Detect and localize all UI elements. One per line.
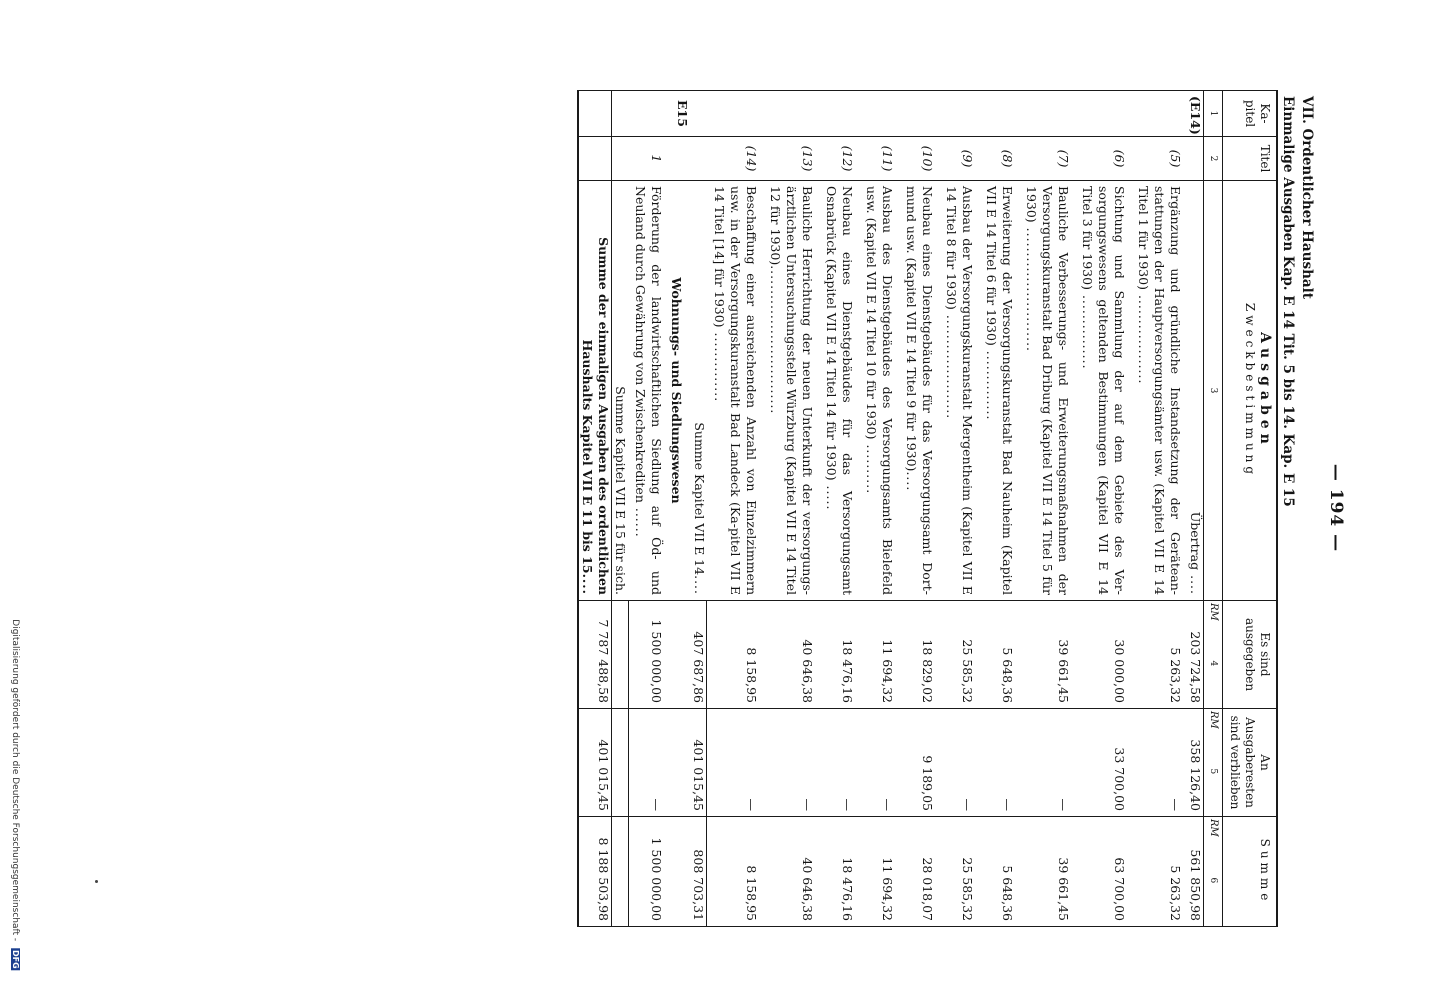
column-number [1204,709,1223,817]
row-dots: .............................. [768,265,783,415]
table-row [1019,91,1075,927]
table-row-section-e15 [669,91,691,927]
header-ausgabereste: An Ausgaberesten sind verblieben [1223,709,1278,817]
cell-reste: 9 189,05 [899,709,939,817]
cell-ausgegeben: 25 585,32 [939,601,979,709]
cell-titel [612,137,629,181]
cell-ausgegeben [612,601,629,709]
table-row-sum-e14 [691,91,708,927]
cell-ausgegeben: 30 000,00 [1075,601,1131,709]
row-text: Bauliche Verbesserungs- und Erweiterungsmaßnahmen der Versorgungskuranstalt Bad Driburg (Kapitel VII E 14 Titel 5 für 1930) [1024,186,1071,595]
row-text: Neubau eines Dienstgebäudes für das Versorgungsamt Osnabrück (Kapitel VII E 14 Titel 14 für 1930) [824,186,855,595]
currency-label: RM [1208,819,1219,837]
column-number [1204,601,1223,709]
table-row [979,91,1019,927]
cell-titel: (5) [1131,137,1187,181]
row-text: Sichtung und Sammlung der auf dem Gebiete des Ver-sorgungswesens geltenden Bestimmungen (Kapitel VII E 14 Titel 3 für 1930) [1080,186,1127,595]
row-text: Beschaffung einer ausreichenden Anzahl von Einzelzimmern usw. in der Versorgungskuranstalt Bad Landeck (Ka-pitel VII E 14 Titel [14] für 1930) [712,186,759,595]
cell-titel: (11) [859,137,899,181]
cell-ausgegeben: 11 694,32 [859,601,899,709]
row-text: Übertrag [1188,511,1203,571]
cell-kapitel [1075,91,1131,137]
cell-reste: — [939,709,979,817]
cell-zweck [1131,181,1187,601]
cell-zweck [691,181,708,601]
row-dots: ......................... [1024,222,1039,353]
row-text: Bauliche Herrichtung der neuen Unterkunft der versorgungs-ärztlichen Untersuchungsstelle Würzburg (Kapitel VII E 14 Titel 12 für 1930) [768,186,815,595]
cell-summe: 63 700,00 [1075,817,1131,927]
cell-reste: 358 126,40 [1187,709,1204,817]
row-text: Förderung der landwirtschaftlichen Siedlung auf Öd- und Neuland durch Gewährung von Zwischenkrediten [633,186,665,595]
cell-reste: 401 015,45 [691,709,708,817]
cell-summe: 11 694,32 [859,817,899,927]
cell-zweck [1019,181,1075,601]
currency-label: RM [1208,603,1219,621]
header-titel: Titel [1223,137,1278,181]
cell-ausgegeben: 18 476,16 [819,601,859,709]
column-number-row [1204,91,1223,927]
table-row-grand-total [579,91,613,927]
cell-summe: 39 661,45 [1019,817,1075,927]
cell-kapitel [1019,91,1075,137]
cell-kapitel [629,91,669,137]
table-header-row [1223,91,1278,927]
document-title [1278,96,1316,507]
cell-zweck [707,181,763,601]
scan-speck [95,880,98,883]
cell-reste: — [629,709,669,817]
table-row [707,91,763,927]
cell-zweck [1075,181,1131,601]
cell-summe: 808 703,31 [691,817,708,927]
table-row [763,91,819,927]
scanned-page [80,68,1360,948]
table-row [859,91,899,927]
cell-kapitel [612,91,629,137]
cell-titel [579,137,613,181]
column-number: 2 [1204,137,1223,181]
cell-kapitel [763,91,819,137]
table-row [1075,91,1131,927]
cell-reste: — [979,709,1019,817]
cell-zweck [819,181,859,601]
row-text: Summe Kapitel VII E 14 [692,422,707,576]
cell-titel [669,137,691,181]
cell-kapitel [1131,91,1187,137]
row-text: Erweiterung der Versorgungskuranstalt Bad Nauheim (Kapitel VII E 14 Titel 6 für 1930) [984,186,1015,595]
cell-reste [669,709,691,817]
cell-ausgegeben [669,601,691,709]
cell-kapitel: E15 [669,91,691,137]
cell-kapitel [579,91,613,137]
cell-kapitel [859,91,899,137]
cell-titel: 1 [629,137,669,181]
title-line-1: VII. Ordentlicher Haushalt [1299,96,1315,299]
cell-titel [1187,137,1204,181]
cell-zweck [899,181,939,601]
row-text: Ergänzung und gründliche Instandsetzung der Gerätean-stattungen der Hauptversorgungsämter usw. (Kapitel VII E 14 Titel 1 für 1930) [1136,186,1183,595]
cell-titel: (12) [819,137,859,181]
cell-reste: 401 015,45 [579,709,613,817]
cell-kapitel: (E14) [1187,91,1204,137]
cell-ausgegeben: 1 500 000,00 [629,601,669,709]
title-line-2: Einmalige Ausgaben Kap. E 14 Tit. 5 bis 14. Kap. E 15 [1280,96,1296,507]
cell-reste: — [1019,709,1075,817]
column-number [1204,817,1223,927]
table-row [1131,91,1187,927]
cell-summe: 8 158,95 [707,817,763,927]
row-dots: ............... [1080,289,1095,370]
cell-summe: 28 018,07 [899,817,939,927]
dfg-logo: DFG [11,950,20,969]
cell-titel: (8) [979,137,1019,181]
row-dots: .................. [1136,289,1151,385]
header-zweckbestimmung: Zweckbestimmung [1243,302,1257,479]
cell-reste: — [859,709,899,817]
table-row [899,91,939,927]
cell-summe: 18 476,16 [819,817,859,927]
column-number: 1 [1204,91,1223,137]
currency-label: RM [1208,711,1219,729]
cell-summe: 1 500 000,00 [629,817,669,927]
cell-summe [612,817,629,927]
cell-zweck [763,181,819,601]
cell-summe [669,817,691,927]
table-row [819,91,859,927]
row-text: Summe Kapitel VII E 15 für sich. [613,386,629,595]
cell-kapitel [691,91,708,137]
cell-kapitel [707,91,763,137]
header-kapitel: Ka-pitel [1223,91,1278,137]
cell-kapitel [819,91,859,137]
row-text: Ausbau des Dienstgebäudes des Versorgungsamts Bielefeld usw. (Kapitel VII E 14 Titel 10 für 1930) [864,186,895,595]
table-row [629,91,669,927]
cell-ausgegeben: 18 829,02 [899,601,939,709]
cell-summe: 8 188 503,98 [579,817,613,927]
cell-titel: (9) [939,137,979,181]
cell-titel: (7) [1019,137,1075,181]
cell-summe: 5 263,32 [1131,817,1187,927]
row-dots: .............. [984,345,999,421]
row-dots: .............. [712,327,727,403]
cell-titel [691,137,708,181]
header-summe: Summe [1223,817,1278,927]
table-row-sum-e15 [612,91,629,927]
cell-zweck [669,181,691,601]
row-text: Summe der einmaligen Ausgaben des ordentlichen Haushalts Kapitel VII E 11 bis 15 [580,237,612,595]
row-dots: ..... [824,480,839,511]
cell-reste [612,709,629,817]
cell-titel: (6) [1075,137,1131,181]
cell-summe: 5 648,36 [979,817,1019,927]
page-number: — 194 — [1326,463,1346,553]
cell-zweck [629,181,669,601]
header-ausgaben [1223,181,1278,601]
cell-reste: — [707,709,763,817]
cell-kapitel [979,91,1019,137]
row-dots: ...... [633,502,649,538]
cell-summe: 25 585,32 [939,817,979,927]
digitization-credit [4,600,26,990]
row-text: Neubau eines Dienstgebäudes für das Versorgungsamt Dort-mund usw. (Kapitel VII E 14 Titel 9 für 1930) [904,186,935,595]
cell-titel: (14) [707,137,763,181]
row-text: Wohnungs- und Siedlungswesen [669,277,685,504]
header-ausgaben-label: Ausgaben [1257,332,1273,449]
row-dots: .......... [864,439,879,495]
cell-reste: — [1131,709,1187,817]
cell-zweck [612,181,629,601]
credit-text: Digitalisierung gefördert durch die Deutsche Forschungsgemeinschaft - [10,619,20,942]
row-dots: .... [1188,570,1203,595]
cell-summe: 40 646,38 [763,817,819,927]
cell-titel: (13) [763,137,819,181]
row-text: Ausbau der Versorgungskuranstalt Mergentheim (Kapitel VII E 14 Titel 8 für 1930) [944,186,975,595]
cell-ausgegeben: 203 724,58 [1187,601,1204,709]
header-ausgegeben: Es sind ausgegeben [1223,601,1278,709]
column-number: 3 [1204,181,1223,601]
cell-ausgegeben: 8 158,95 [707,601,763,709]
row-dots: ..................... [944,309,959,420]
cell-ausgegeben: 7 787 488,58 [579,601,613,709]
column-number-value: 5 [1208,768,1218,775]
cell-ausgegeben: 39 661,45 [1019,601,1075,709]
cell-kapitel [939,91,979,137]
row-dots: .... [904,471,919,492]
cell-ausgegeben: 40 646,38 [763,601,819,709]
cell-reste: 33 700,00 [1075,709,1131,817]
cell-zweck [579,181,613,601]
rotated-page [80,68,1360,948]
cell-ausgegeben: 5 263,32 [1131,601,1187,709]
table-row-uebertrag [1187,91,1204,927]
row-dots: .... [692,575,707,595]
expense-table [578,90,1279,927]
column-number-value: 6 [1208,877,1218,884]
table-row [939,91,979,927]
cell-kapitel [899,91,939,137]
column-number-value: 4 [1208,660,1218,667]
row-dots: .... [580,573,596,595]
cell-zweck [979,181,1019,601]
cell-ausgegeben: 5 648,36 [979,601,1019,709]
cell-titel: (10) [899,137,939,181]
cell-reste: — [819,709,859,817]
cell-ausgegeben: 407 687,86 [691,601,708,709]
cell-summe: 561 850,98 [1187,817,1204,927]
cell-zweck [859,181,899,601]
cell-reste: — [763,709,819,817]
cell-zweck [1187,181,1204,601]
cell-zweck [939,181,979,601]
